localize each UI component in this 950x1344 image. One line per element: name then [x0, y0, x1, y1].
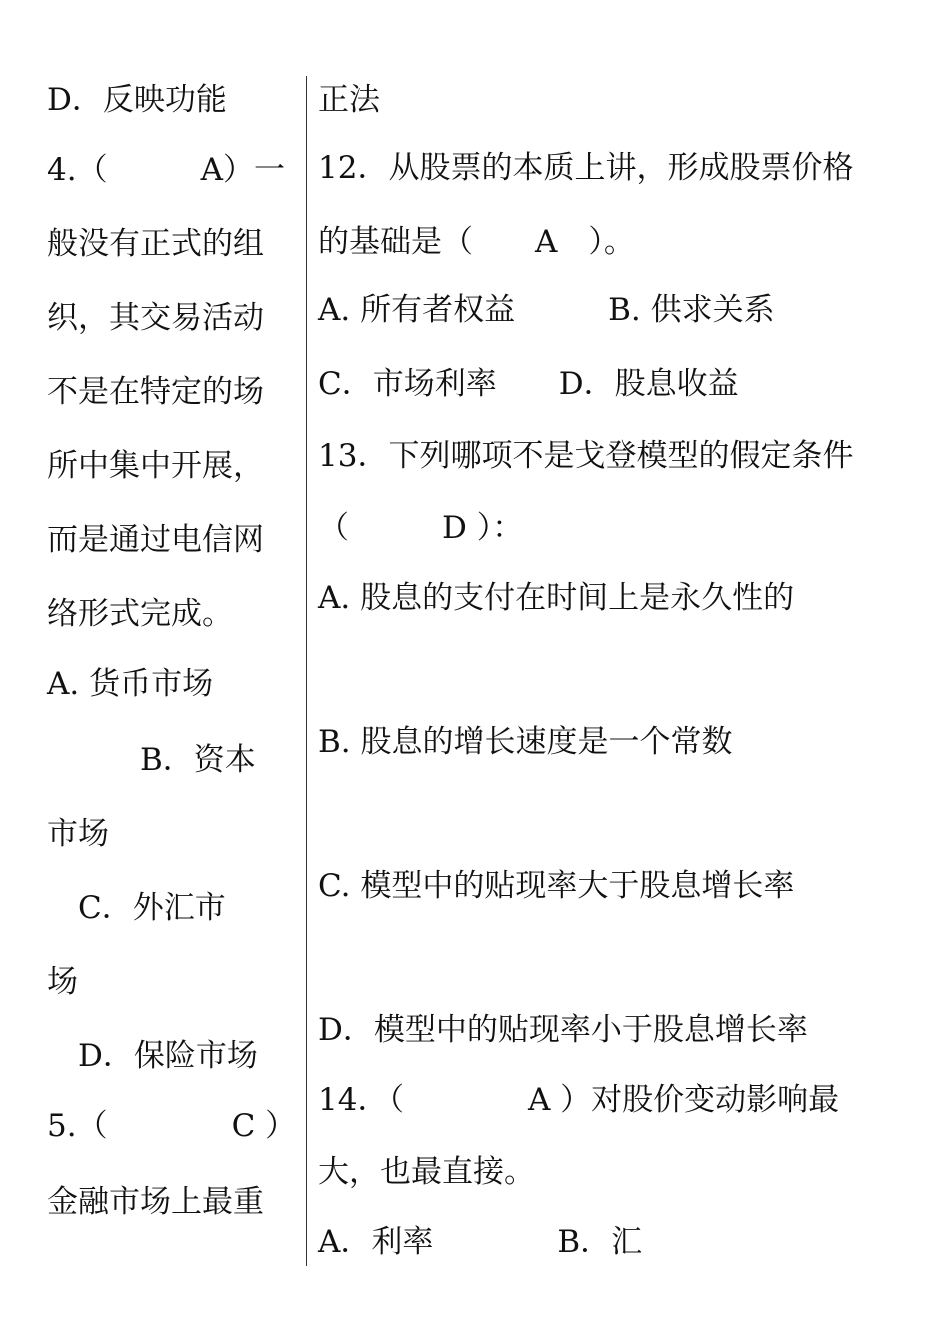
- left-line-15: 5.（ C ）: [47, 1108, 297, 1144]
- right-line-10: C. 模型中的贴现率大于股息增长率: [318, 868, 795, 904]
- left-line-16: 金融市场上最重: [47, 1184, 264, 1220]
- left-line-1: D．反映功能: [47, 82, 227, 118]
- right-line-11: D．模型中的贴现率小于股息增长率: [318, 1012, 808, 1048]
- left-line-8: 络形式完成。: [47, 596, 233, 632]
- left-line-4: 织，其交易活动: [47, 300, 264, 336]
- left-line-14: D．保险市场: [47, 1038, 258, 1074]
- right-line-3: 的基础是（ A ）。: [318, 224, 635, 260]
- right-line-9: B. 股息的增长速度是一个常数: [318, 724, 733, 760]
- left-line-10: B．资本: [47, 742, 256, 778]
- left-line-3: 般没有正式的组: [47, 226, 264, 262]
- right-line-4: A. 所有者权益 B. 供求关系: [318, 292, 775, 328]
- left-line-9: A. 货币市场: [47, 666, 214, 702]
- left-line-12: C．外汇市: [47, 890, 226, 926]
- right-line-5: C．市场利率 D．股息收益: [318, 366, 739, 402]
- left-line-13: 场: [47, 964, 78, 1000]
- left-line-11: 市场: [47, 816, 109, 852]
- right-line-13: 大，也最直接。: [318, 1154, 535, 1190]
- right-line-6: 13．下列哪项不是戈登模型的假定条件: [318, 438, 854, 474]
- left-line-6: 所中集中开展，: [47, 448, 264, 484]
- column-divider: [306, 76, 307, 1266]
- right-line-1: 正法: [318, 82, 380, 118]
- left-line-7: 而是通过电信网: [47, 522, 264, 558]
- right-line-7: （ D ）：: [318, 510, 524, 546]
- right-line-8: A. 股息的支付在时间上是永久性的: [318, 580, 795, 616]
- right-line-2: 12．从股票的本质上讲，形成股票价格: [318, 150, 854, 186]
- left-line-5: 不是在特定的场: [47, 374, 264, 410]
- right-line-14: A．利率 B．汇: [318, 1224, 643, 1260]
- right-line-12: 14．（ A ）对股价变动影响最: [318, 1082, 840, 1118]
- left-line-2: 4.（ A）一: [47, 152, 285, 188]
